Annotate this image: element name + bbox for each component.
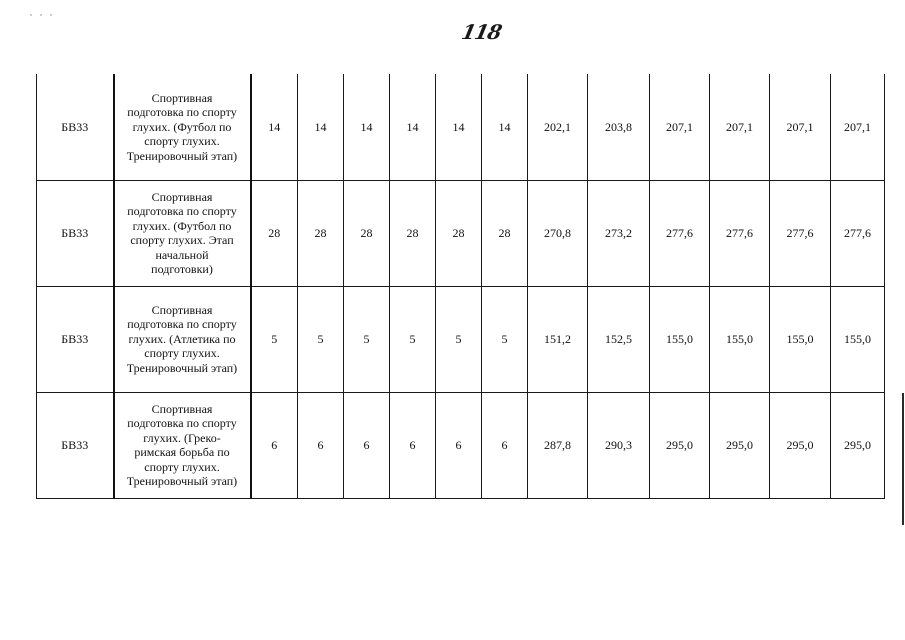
scan-artifact (30, 14, 60, 18)
row-value-cell: 207,1 (770, 74, 831, 180)
row-value-cell: 5 (298, 286, 344, 392)
row-value-cell: 155,0 (710, 286, 770, 392)
row-value-cell: 5 (251, 286, 298, 392)
description-line: начальной (155, 247, 209, 262)
row-value-cell: 14 (298, 74, 344, 180)
row-value-cell: 6 (436, 392, 482, 498)
description-line: Тренировочный этап) (126, 148, 238, 163)
row-code-cell: БВ33 (37, 74, 114, 180)
description-line: глухих. (Греко- (143, 430, 221, 445)
row-value-cell: 295,0 (650, 392, 710, 498)
row-value-cell: 273,2 (588, 180, 650, 286)
row-value-cell: 14 (436, 74, 482, 180)
row-value-cell: 202,1 (528, 74, 588, 180)
row-value-cell: 207,1 (650, 74, 710, 180)
row-code-cell: БВ33 (37, 392, 114, 498)
row-value-cell: 155,0 (650, 286, 710, 392)
description-line: глухих. (Футбол по (132, 119, 232, 134)
row-value-cell: 14 (482, 74, 528, 180)
row-value-cell: 295,0 (831, 392, 885, 498)
description-line: Спортивная (151, 189, 213, 204)
row-description-cell (114, 286, 251, 392)
description-line: спорту глухих. Этап (130, 233, 234, 247)
row-value-cell: 290,3 (588, 392, 650, 498)
table-row (37, 74, 885, 180)
row-value-cell: 287,8 (528, 392, 588, 498)
description-line: подготовка по спорту (127, 416, 237, 430)
row-value-cell: 295,0 (770, 392, 831, 498)
table-row (37, 392, 885, 498)
description-line: подготовки) (151, 262, 213, 276)
row-code-cell: БВ33 (37, 286, 114, 392)
description-line: Спортивная (151, 90, 213, 105)
description-line: спорту глухих. (144, 459, 220, 474)
row-value-cell: 6 (251, 392, 298, 498)
table-row (37, 180, 885, 286)
row-value-cell: 5 (390, 286, 436, 392)
row-value-cell: 203,8 (588, 74, 650, 180)
row-code-cell: БВ33 (37, 180, 114, 286)
row-value-cell: 151,2 (528, 286, 588, 392)
row-value-cell: 207,1 (831, 74, 885, 180)
description-line: Тренировочный этап) (126, 474, 238, 488)
row-value-cell: 155,0 (831, 286, 885, 392)
row-value-cell: 14 (344, 74, 390, 180)
description-line: глухих. (Футбол по (132, 218, 232, 233)
data-table (36, 74, 885, 499)
row-value-cell: 14 (251, 74, 298, 180)
row-value-cell: 5 (436, 286, 482, 392)
row-value-cell: 5 (344, 286, 390, 392)
row-value-cell: 270,8 (528, 180, 588, 286)
description-line: подготовка по спорту (127, 105, 237, 119)
row-value-cell: 277,6 (831, 180, 885, 286)
description-line: подготовка по спорту (127, 317, 237, 332)
row-value-cell: 207,1 (710, 74, 770, 180)
row-value-cell: 28 (436, 180, 482, 286)
row-value-cell: 6 (344, 392, 390, 498)
page-number: 118 (459, 20, 504, 44)
row-value-cell: 295,0 (710, 392, 770, 498)
description-line: Тренировочный этап) (126, 360, 238, 375)
description-line: спорту глухих. (144, 134, 220, 148)
row-value-cell: 6 (390, 392, 436, 498)
description-line: глухих. (Атлетика по (128, 331, 236, 346)
row-value-cell: 14 (390, 74, 436, 180)
table-row (37, 286, 885, 392)
table-body (37, 74, 885, 498)
row-value-cell: 28 (482, 180, 528, 286)
row-value-cell: 152,5 (588, 286, 650, 392)
description-line: римская борьба по (134, 445, 230, 459)
row-value-cell: 155,0 (770, 286, 831, 392)
description-line: спорту глухих. (144, 346, 220, 361)
scan-edge-mark (902, 393, 904, 525)
row-description-cell (114, 392, 251, 498)
row-value-cell: 6 (298, 392, 344, 498)
row-value-cell: 6 (482, 392, 528, 498)
description-line: Спортивная (151, 401, 213, 416)
row-description-cell (114, 180, 251, 286)
row-value-cell: 277,6 (710, 180, 770, 286)
description-line: подготовка по спорту (127, 204, 237, 218)
row-value-cell: 28 (298, 180, 344, 286)
row-value-cell: 28 (344, 180, 390, 286)
row-description-cell (114, 74, 251, 180)
row-value-cell: 28 (390, 180, 436, 286)
description-line: Спортивная (151, 302, 213, 317)
row-value-cell: 5 (482, 286, 528, 392)
row-value-cell: 28 (251, 180, 298, 286)
row-value-cell: 277,6 (650, 180, 710, 286)
row-value-cell: 277,6 (770, 180, 831, 286)
